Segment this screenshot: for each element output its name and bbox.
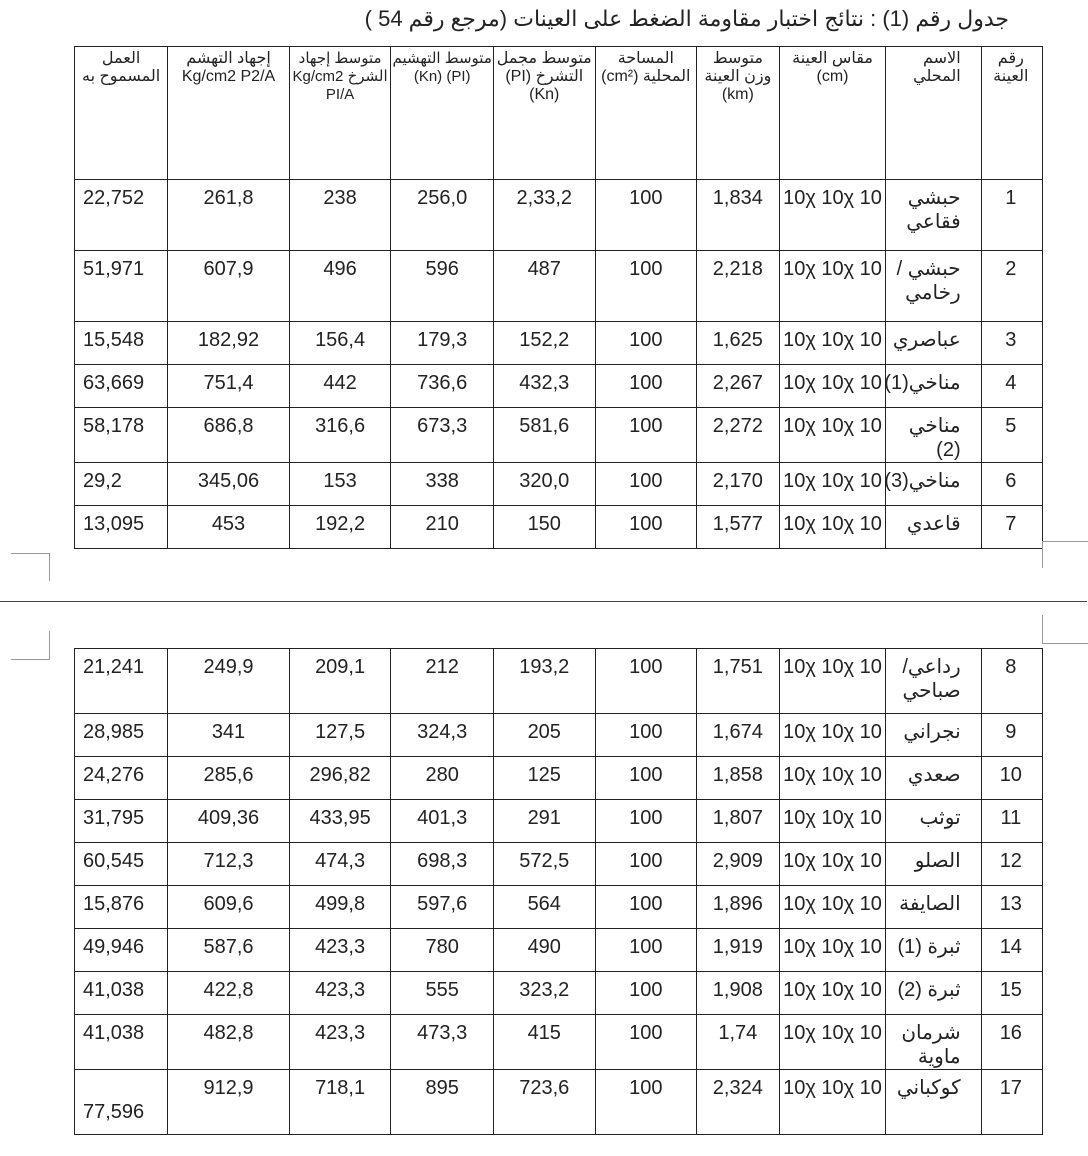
allowed-work-cell: 51,971	[75, 251, 168, 322]
avg-weight-cell: 1,834	[697, 180, 780, 251]
avg-crush-load-cell: 280	[391, 757, 494, 800]
header-avg-crush-load: متوسط التهشيم (PI) (Kn)	[391, 47, 494, 180]
area-cell: 100	[595, 929, 697, 972]
avg-crack-load-cell: 291	[493, 800, 595, 843]
crush-stress-cell: 607,9	[168, 251, 290, 322]
avg-crack-stress-cell: 153	[289, 463, 391, 506]
sample-no-cell: 2	[981, 251, 1042, 322]
table-row	[75, 800, 1043, 843]
sample-size-cell: 10χ 10χ 10	[779, 408, 886, 463]
sample-size-cell: 10χ 10χ 10	[779, 972, 886, 1015]
sample-no-cell: 12	[981, 843, 1042, 886]
allowed-work-cell: 13,095	[75, 506, 168, 549]
table-row	[75, 972, 1043, 1015]
table-row	[75, 251, 1043, 322]
header-local-name: الاسم المحلي	[886, 47, 981, 180]
header-sample-no: رقم العينة	[981, 47, 1042, 180]
avg-crack-load-cell: 152,2	[493, 322, 595, 365]
header-sample-size: مقاس العينة (cm)	[779, 47, 886, 180]
local-name-cell: نجراني	[886, 714, 981, 757]
crush-stress-cell: 712,3	[168, 843, 290, 886]
avg-crack-load-cell: 320,0	[493, 463, 595, 506]
area-cell: 100	[595, 714, 697, 757]
avg-crack-stress-cell: 316,6	[289, 408, 391, 463]
avg-crush-load-cell: 473,3	[391, 1015, 494, 1070]
local-name-cell: حبشي فقاعي	[886, 180, 981, 251]
sample-size-cell: 10χ 10χ 10	[779, 322, 886, 365]
crush-stress-cell: 341	[168, 714, 290, 757]
avg-weight-cell: 1,858	[697, 757, 780, 800]
header-avg-crack-stress: متوسط إجهاد الشرخ Kg/cm2 PI/A	[289, 47, 391, 180]
avg-crush-load-cell: 698,3	[391, 843, 494, 886]
table-row	[75, 886, 1043, 929]
table-row	[75, 506, 1043, 549]
sample-size-cell: 10χ 10χ 10	[779, 251, 886, 322]
header-allowed-work: العمل المسموح به	[75, 47, 168, 180]
sample-size-cell: 10χ 10χ 10	[779, 506, 886, 549]
sample-size-cell: 10χ 10χ 10	[779, 843, 886, 886]
table-row	[75, 714, 1043, 757]
avg-weight-cell: 1,919	[697, 929, 780, 972]
table-row	[75, 322, 1043, 365]
area-cell: 100	[595, 251, 697, 322]
crush-stress-cell: 285,6	[168, 757, 290, 800]
area-cell: 100	[595, 322, 697, 365]
avg-weight-cell: 1,74	[697, 1015, 780, 1070]
header-row	[75, 47, 1043, 180]
avg-crush-load-cell: 338	[391, 463, 494, 506]
crush-stress-cell: 422,8	[168, 972, 290, 1015]
sample-size-cell: 10χ 10χ 10	[779, 714, 886, 757]
area-cell: 100	[595, 408, 697, 463]
page-corner-mark	[1042, 541, 1088, 568]
avg-crush-load-cell: 736,6	[391, 365, 494, 408]
sample-no-cell: 17	[981, 1070, 1042, 1135]
sample-no-cell: 11	[981, 800, 1042, 843]
table-caption: جدول رقم (1) : نتائج اختبار مقاومة الضغط على العينات (مرجع رقم 54 )	[364, 6, 1009, 31]
avg-crack-stress-cell: 192,2	[289, 506, 391, 549]
allowed-work-cell: 49,946	[75, 929, 168, 972]
local-name-cell: الصلو	[886, 843, 981, 886]
crush-stress-cell: 912,9	[168, 1070, 290, 1135]
allowed-work-cell: 15,548	[75, 322, 168, 365]
avg-crack-load-cell: 193,2	[493, 649, 595, 714]
allowed-work-cell: 60,545	[75, 843, 168, 886]
header-avg-weight: متوسط وزن العينة (km)	[697, 47, 780, 180]
crush-stress-cell: 345,06	[168, 463, 290, 506]
avg-weight-cell: 2,218	[697, 251, 780, 322]
allowed-work-cell: 77,596	[75, 1070, 168, 1135]
sample-size-cell: 10χ 10χ 10	[779, 757, 886, 800]
table-row	[75, 365, 1043, 408]
allowed-work-cell: 21,241	[75, 649, 168, 714]
sample-no-cell: 4	[981, 365, 1042, 408]
sample-size-cell: 10χ 10χ 10	[779, 463, 886, 506]
avg-weight-cell: 2,272	[697, 408, 780, 463]
avg-crush-load-cell: 895	[391, 1070, 494, 1135]
area-cell: 100	[595, 506, 697, 549]
table-row	[75, 649, 1043, 714]
avg-crack-stress-cell: 423,3	[289, 972, 391, 1015]
avg-crush-load-cell: 555	[391, 972, 494, 1015]
table-row	[75, 757, 1043, 800]
avg-crack-stress-cell: 209,1	[289, 649, 391, 714]
avg-crack-load-cell: 415	[493, 1015, 595, 1070]
avg-crush-load-cell: 179,3	[391, 322, 494, 365]
allowed-work-cell: 63,669	[75, 365, 168, 408]
allowed-work-cell: 58,178	[75, 408, 168, 463]
local-name-cell: قاعدي	[886, 506, 981, 549]
table-row	[75, 843, 1043, 886]
crush-stress-cell: 261,8	[168, 180, 290, 251]
sample-no-cell: 6	[981, 463, 1042, 506]
crush-stress-cell: 609,6	[168, 886, 290, 929]
avg-weight-cell: 1,896	[697, 886, 780, 929]
allowed-work-cell: 22,752	[75, 180, 168, 251]
page-corner-mark	[11, 631, 50, 660]
page-corner-mark	[11, 553, 50, 581]
avg-crack-load-cell: 490	[493, 929, 595, 972]
area-cell: 100	[595, 1070, 697, 1135]
avg-weight-cell: 2,170	[697, 463, 780, 506]
avg-crush-load-cell: 597,6	[391, 886, 494, 929]
sample-no-cell: 9	[981, 714, 1042, 757]
avg-crack-stress-cell: 423,3	[289, 929, 391, 972]
area-cell: 100	[595, 972, 697, 1015]
avg-crack-stress-cell: 474,3	[289, 843, 391, 886]
avg-crack-stress-cell: 156,4	[289, 322, 391, 365]
sample-size-cell: 10χ 10χ 10	[779, 1015, 886, 1070]
sample-size-cell: 10χ 10χ 10	[779, 800, 886, 843]
sample-no-cell: 16	[981, 1015, 1042, 1070]
local-name-cell: الصايفة	[886, 886, 981, 929]
results-table-part-2	[74, 648, 1043, 1135]
table-row	[75, 929, 1043, 972]
sample-no-cell: 10	[981, 757, 1042, 800]
local-name-cell: مناخي(1)	[886, 365, 981, 408]
avg-weight-cell: 2,324	[697, 1070, 780, 1135]
avg-crack-load-cell: 2,33,2	[493, 180, 595, 251]
avg-crack-load-cell: 125	[493, 757, 595, 800]
avg-crush-load-cell: 401,3	[391, 800, 494, 843]
local-name-cell: توثب	[886, 800, 981, 843]
avg-crush-load-cell: 596	[391, 251, 494, 322]
table-row	[75, 180, 1043, 251]
avg-crack-load-cell: 564	[493, 886, 595, 929]
avg-crack-load-cell: 572,5	[493, 843, 595, 886]
area-cell: 100	[595, 800, 697, 843]
avg-crack-load-cell: 323,2	[493, 972, 595, 1015]
avg-weight-cell: 1,807	[697, 800, 780, 843]
local-name-cell: عباصري	[886, 322, 981, 365]
avg-weight-cell: 1,908	[697, 972, 780, 1015]
area-cell: 100	[595, 843, 697, 886]
allowed-work-cell: 24,276	[75, 757, 168, 800]
table-row	[75, 1015, 1043, 1070]
avg-crack-stress-cell: 423,3	[289, 1015, 391, 1070]
header-crush-stress: إجهاد التهشم Kg/cm2 P2/A	[168, 47, 290, 180]
sample-size-cell: 10χ 10χ 10	[779, 649, 886, 714]
avg-crack-load-cell: 205	[493, 714, 595, 757]
local-name-cell: ثبرة (2)	[886, 972, 981, 1015]
sample-size-cell: 10χ 10χ 10	[779, 1070, 886, 1135]
table-row	[75, 408, 1043, 463]
crush-stress-cell: 409,36	[168, 800, 290, 843]
avg-crack-load-cell: 581,6	[493, 408, 595, 463]
avg-crush-load-cell: 673,3	[391, 408, 494, 463]
allowed-work-cell: 31,795	[75, 800, 168, 843]
allowed-work-cell: 15,876	[75, 886, 168, 929]
area-cell: 100	[595, 180, 697, 251]
sample-size-cell: 10χ 10χ 10	[779, 180, 886, 251]
local-name-cell: مناخي (2)	[886, 408, 981, 463]
local-name-cell: رداعي/ صباحي	[886, 649, 981, 714]
results-table-part-1	[74, 46, 1043, 549]
header-area: المساحة المحلية (cm²)	[595, 47, 697, 180]
area-cell: 100	[595, 757, 697, 800]
area-cell: 100	[595, 649, 697, 714]
local-name-cell: كوكباني	[886, 1070, 981, 1135]
avg-crack-load-cell: 723,6	[493, 1070, 595, 1135]
avg-weight-cell: 2,267	[697, 365, 780, 408]
local-name-cell: ثبرة (1)	[886, 929, 981, 972]
avg-crush-load-cell: 780	[391, 929, 494, 972]
crush-stress-cell: 587,6	[168, 929, 290, 972]
crush-stress-cell: 453	[168, 506, 290, 549]
crush-stress-cell: 686,8	[168, 408, 290, 463]
avg-crack-stress-cell: 238	[289, 180, 391, 251]
avg-crack-stress-cell: 496	[289, 251, 391, 322]
allowed-work-cell: 29,2	[75, 463, 168, 506]
sample-no-cell: 13	[981, 886, 1042, 929]
sample-no-cell: 1	[981, 180, 1042, 251]
crush-stress-cell: 751,4	[168, 365, 290, 408]
area-cell: 100	[595, 365, 697, 408]
sample-size-cell: 10χ 10χ 10	[779, 929, 886, 972]
area-cell: 100	[595, 1015, 697, 1070]
sample-no-cell: 15	[981, 972, 1042, 1015]
local-name-cell: مناخي(3)	[886, 463, 981, 506]
crush-stress-cell: 482,8	[168, 1015, 290, 1070]
sample-no-cell: 3	[981, 322, 1042, 365]
area-cell: 100	[595, 886, 697, 929]
sample-size-cell: 10χ 10χ 10	[779, 365, 886, 408]
header-avg-crack-load: متوسط مجمل التشرخ (PI) (Kn)	[493, 47, 595, 180]
avg-crack-stress-cell: 127,5	[289, 714, 391, 757]
sample-no-cell: 8	[981, 649, 1042, 714]
avg-crush-load-cell: 324,3	[391, 714, 494, 757]
table-row	[75, 1070, 1043, 1135]
allowed-work-cell: 28,985	[75, 714, 168, 757]
crush-stress-cell: 249,9	[168, 649, 290, 714]
avg-crack-stress-cell: 433,95	[289, 800, 391, 843]
local-name-cell: حبشي /رخامي	[886, 251, 981, 322]
avg-weight-cell: 1,674	[697, 714, 780, 757]
table-row	[75, 463, 1043, 506]
avg-crack-stress-cell: 718,1	[289, 1070, 391, 1135]
avg-crack-stress-cell: 499,8	[289, 886, 391, 929]
crush-stress-cell: 182,92	[168, 322, 290, 365]
avg-crack-load-cell: 150	[493, 506, 595, 549]
avg-weight-cell: 2,909	[697, 843, 780, 886]
page-corner-mark	[1042, 615, 1088, 644]
avg-crack-stress-cell: 442	[289, 365, 391, 408]
avg-weight-cell: 1,625	[697, 322, 780, 365]
area-cell: 100	[595, 463, 697, 506]
avg-crush-load-cell: 212	[391, 649, 494, 714]
avg-crack-stress-cell: 296,82	[289, 757, 391, 800]
sample-no-cell: 7	[981, 506, 1042, 549]
sample-no-cell: 14	[981, 929, 1042, 972]
avg-crush-load-cell: 210	[391, 506, 494, 549]
avg-weight-cell: 1,577	[697, 506, 780, 549]
local-name-cell: صعدي	[886, 757, 981, 800]
allowed-work-cell: 41,038	[75, 972, 168, 1015]
local-name-cell: شرمان ماوية	[886, 1015, 981, 1070]
avg-crack-load-cell: 432,3	[493, 365, 595, 408]
avg-weight-cell: 1,751	[697, 649, 780, 714]
avg-crack-load-cell: 487	[493, 251, 595, 322]
avg-crush-load-cell: 256,0	[391, 180, 494, 251]
page-break-line	[0, 601, 1087, 602]
allowed-work-cell: 41,038	[75, 1015, 168, 1070]
sample-size-cell: 10χ 10χ 10	[779, 886, 886, 929]
sample-no-cell: 5	[981, 408, 1042, 463]
